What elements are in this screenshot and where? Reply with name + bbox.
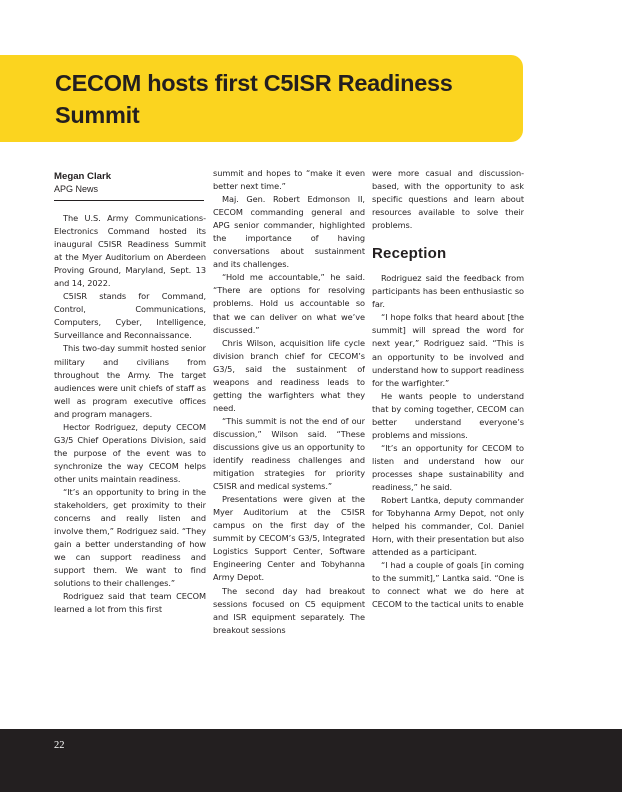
paragraph: “It’s an opportunity to bring in the stakeholders, get proximity to their concerns and really listen and involve them,” Rodriguez said. “They gain a better understanding of how we can support readiness and support them. We want to find solutions to their challenges.” xyxy=(54,486,206,589)
paragraph: The U.S. Army Communications-Electronics Command hosted its inaugural C5ISR Readiness Summit at the Myer Auditorium on Aberdeen Proving Ground, Maryland, Sept. 13 and 14, 2022. xyxy=(54,213,206,289)
paragraph: Rodriguez said that team CECOM learned a lot from this first xyxy=(54,591,206,615)
paragraph: Presentations were given at the Myer Auditorium at the C5ISR campus on the first day of the summit by CECOM’s G3/5, Integrated Logistics Support Center, Software Engineering Center and Tobyhanna Army Depot. xyxy=(213,494,365,583)
paragraph-continued: were more casual and discussion-based, with the opportunity to ask specific questions and learn about resources available to solve their problems. xyxy=(372,168,524,231)
headline-banner xyxy=(0,55,523,142)
paragraph: Robert Lantka, deputy commander for Tobyhanna Army Depot, not only helped his commander, Col. Daniel Horn, with their presentation but also attended as a participant. xyxy=(372,495,524,558)
paragraph: C5ISR stands for Command, Control, Communications, Computers, Cyber, Intelligence, Surveillance and Reconnaissance. xyxy=(54,291,206,341)
paragraph: “I hope folks that heard about [the summit] will spread the word for next year,” Rodriguez said. “This is an opportunity to be involved and understand how to support readiness for the warfighter.” xyxy=(372,312,524,388)
author-name: Megan Clark xyxy=(54,171,112,182)
article-column-3 xyxy=(372,167,524,692)
paragraph: “I had a couple of goals [in coming to the summit],” Lantka said. “One is to connect what we do here at CECOM to the tactical units to enable xyxy=(372,560,524,610)
article-column-2 xyxy=(213,167,365,692)
section-heading: Reception xyxy=(372,245,447,263)
paragraph: “Hold me accountable,” he said. “There are options for resolving problems. Hold us accountable so that we can deliver on what we’ve discussed.” xyxy=(213,272,365,335)
paragraph: Chris Wilson, acquisition life cycle division branch chief for CECOM’s G3/5, said the sustainment of weapons and readiness leads to getting the warfighters what they need. xyxy=(213,337,365,413)
byline xyxy=(54,170,204,196)
paragraph: Hector Rodriguez, deputy CECOM G3/5 Chief Operations Division, said the purpose of the event was to synchronize the way CECOM helps other units maintain readiness. xyxy=(54,421,206,484)
paragraph: This two-day summit hosted senior military and civilians from throughout the Army. The target audiences were unit chiefs of staff as well as program executive offices and program managers. xyxy=(54,343,206,419)
byline-divider xyxy=(54,200,204,201)
paragraph: Maj. Gen. Robert Edmonson II, CECOM commanding general and APG senior commander, highlighted the importance of having conversations about sustainment and its challenges. xyxy=(213,194,365,270)
publication-name: APG News xyxy=(54,184,99,194)
paragraph: “This summit is not the end of our discussion,” Wilson said. “These discussions give us an opportunity to identify readiness challenges and mitigation strategies for priority C5ISR and medical systems.” xyxy=(213,415,365,492)
paragraph: “It’s an opportunity for CECOM to listen and understand how our processes shape sustainability and readiness,” he said. xyxy=(372,442,524,492)
paragraph: The second day had breakout sessions focused on C5 equipment and ISR equipment separately. The breakout sessions xyxy=(213,585,365,635)
paragraph-continued: summit and hopes to “make it even better next time.” xyxy=(213,168,365,192)
paragraph: Rodriguez said the feedback from participants has been enthusiastic so far. xyxy=(372,273,524,310)
paragraph: He wants people to understand that by coming together, CECOM can better understand everyone’s problems and missions. xyxy=(372,390,524,440)
page-footer xyxy=(0,729,622,792)
article-column-1 xyxy=(54,212,206,692)
article-headline: CECOM hosts first C5ISR Readiness Summit xyxy=(55,70,453,128)
page-number: 22 xyxy=(54,740,65,751)
